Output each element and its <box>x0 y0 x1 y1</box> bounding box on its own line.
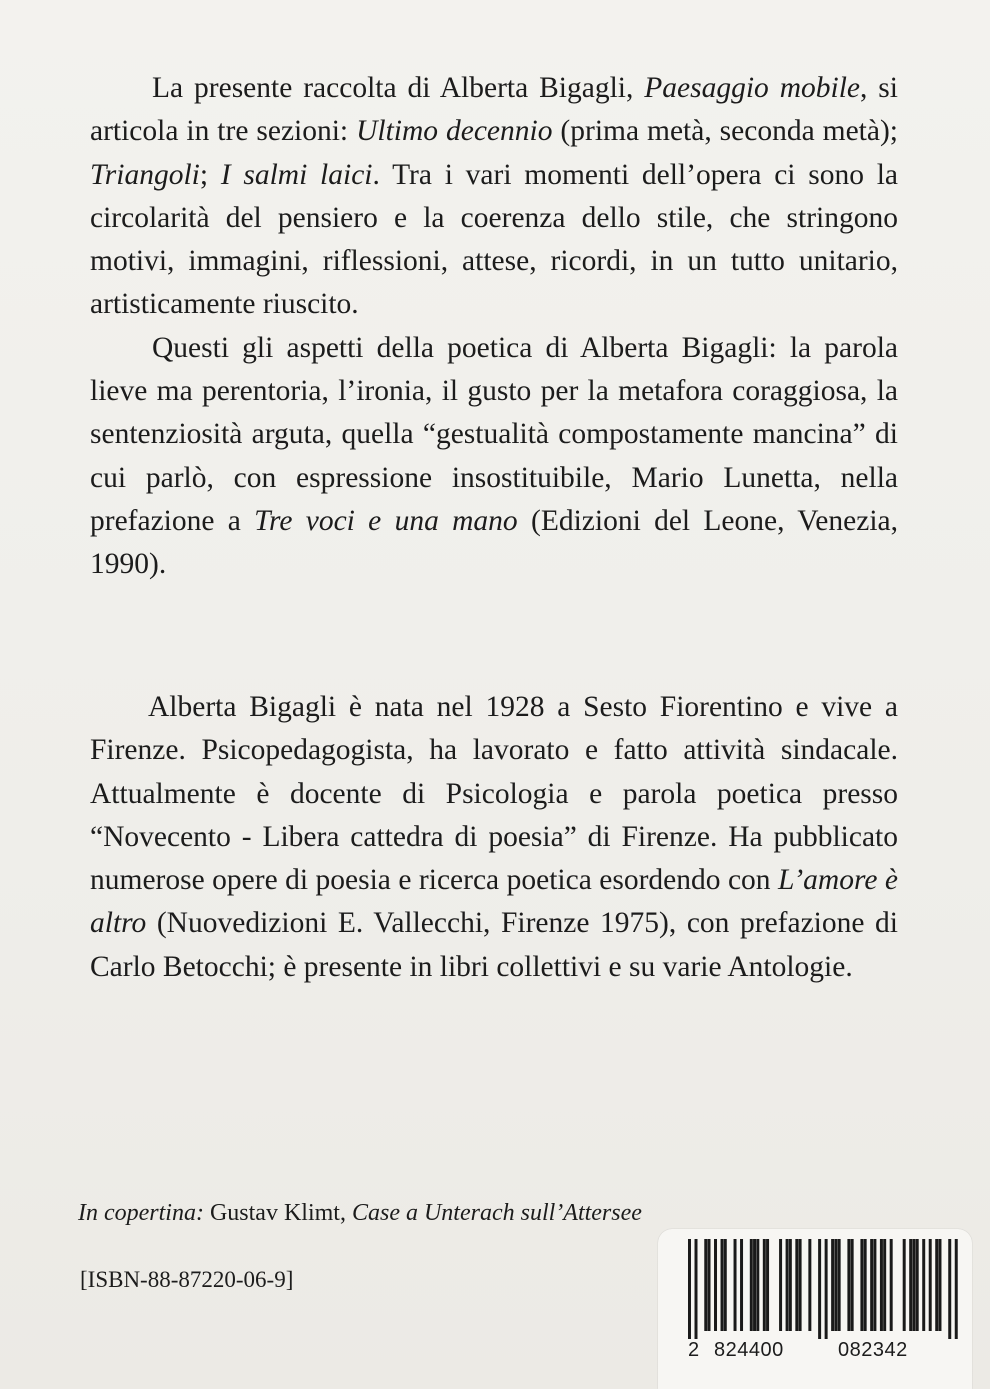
barcode-bar <box>750 1239 753 1331</box>
barcode-bar <box>834 1239 837 1331</box>
barcode-bar <box>851 1239 854 1331</box>
barcode-bar <box>873 1239 876 1331</box>
barcode-bar <box>789 1239 792 1331</box>
barcode-bar <box>831 1239 834 1331</box>
barcode-bar <box>704 1239 707 1331</box>
italic-title-text: L’amore è altro <box>90 864 899 940</box>
text-run: La presente raccolta di Alberta Bigagli, <box>152 72 645 104</box>
barcode-bar <box>955 1239 958 1339</box>
barcode-bar <box>714 1239 717 1331</box>
book-summary <box>90 67 898 587</box>
barcode-bar <box>740 1239 743 1331</box>
italic-title-text: Ultimo decennio <box>356 115 553 148</box>
barcode-bar <box>938 1239 941 1331</box>
barcode-bar <box>880 1239 883 1331</box>
italic-title-text: Triangoli <box>90 158 200 191</box>
barcode-bar <box>935 1239 938 1331</box>
barcode-bar <box>948 1239 951 1339</box>
barcode-bar <box>864 1239 867 1331</box>
text-run: . Tra i vari momenti dell’opera ci sono la circolarità del pensiero e la coerenza dello stile, che stringono motivi, immagini, riflessioni, attese, ricordi, in un tutto unitario, artisticamente riuscito. <box>90 158 898 321</box>
italic-title-text: Tre voci e una mano <box>254 504 518 537</box>
barcode-bar <box>909 1239 912 1331</box>
isbn: [ISBN-88-87220-06-9] <box>80 1267 294 1292</box>
barcode-bar <box>763 1239 766 1331</box>
cover-credit-work: Case a Unterach sull’Attersee <box>351 1200 642 1226</box>
text-run: (Edizioni del Leone, Venezia, 1990). <box>90 504 898 581</box>
author-biography <box>90 686 898 989</box>
barcode-digit-first: 2 <box>688 1339 700 1361</box>
barcode-bar <box>870 1239 873 1331</box>
cover-credit-artist: Gustav Klimt, <box>203 1200 352 1226</box>
text-run: , si articola in tre sezioni: <box>90 72 898 148</box>
barcode-bar <box>724 1239 727 1331</box>
italic-title-text: Paesaggio mobile <box>644 72 860 104</box>
barcode-bar <box>688 1239 691 1339</box>
text-run: (Nuovedizioni E. Vallecchi, Firenze 1975), con prefazione di Carlo Betocchi; è presente in libri collettivi e su varie Antologie. <box>90 907 898 983</box>
cover-credit-label: In copertina: <box>78 1200 204 1226</box>
summary-paragraph-2 <box>90 327 898 587</box>
barcode-bar <box>838 1239 841 1331</box>
barcode-bar <box>799 1239 802 1331</box>
barcode-bar <box>766 1239 769 1331</box>
barcode-bar <box>912 1239 915 1331</box>
text-run: Alberta Bigagli è nata nel 1928 a Sesto Fiorentino e vive a Firenze. Psicopedagogista, ha lavorato e fatto attività sindacale. Attualmente è docente di Psicologia e parola poetica presso “Novecento - Libera cattedra di poesia” di Firenze. Ha pubblicato numerose opere di poesia e ricerca poetica esordendo con <box>90 691 898 897</box>
text-run: ; <box>199 158 221 191</box>
cover-credit <box>78 1198 642 1228</box>
barcode-bar <box>929 1239 932 1331</box>
barcode-bar <box>916 1239 919 1331</box>
barcode-bar <box>922 1239 925 1331</box>
barcode-bar <box>847 1239 850 1331</box>
barcode-bar <box>721 1239 724 1331</box>
barcode-bar <box>903 1239 906 1331</box>
barcode-bar <box>860 1239 863 1331</box>
barcode-bar <box>695 1239 698 1339</box>
barcode-digits-right: 082342 <box>838 1339 908 1361</box>
biography-paragraph <box>90 686 898 989</box>
barcode-bar <box>708 1239 711 1331</box>
barcode-bar <box>890 1239 893 1331</box>
summary-paragraph-1 <box>90 67 898 327</box>
text-run: (prima metà, seconda metà); <box>552 115 898 148</box>
text-run: Questi gli aspetti della poetica di Alberta Bigagli: la parola lieve ma perentoria, l’ironia, il gusto per la metafora coraggiosa, la sentenziosità arguta, quella “gestualità compostamente mancina” di cui parlò, con espressione insostituibile, Mario Lunetta, nella prefazione a <box>90 331 898 537</box>
barcode-bar <box>756 1239 759 1331</box>
barcode-bar <box>818 1239 821 1339</box>
barcode-icon <box>688 1239 958 1339</box>
barcode-sticker <box>658 1229 972 1389</box>
barcode-bar <box>786 1239 789 1331</box>
barcode-digits-left: 824400 <box>714 1339 784 1361</box>
italic-title-text: I salmi laici <box>220 158 373 191</box>
barcode-bar <box>779 1239 782 1331</box>
barcode-bar <box>795 1239 798 1331</box>
barcode-bar <box>808 1239 811 1331</box>
barcode-bar <box>825 1239 828 1339</box>
barcode-bar <box>883 1239 886 1331</box>
barcode-bar <box>753 1239 756 1331</box>
barcode-bar <box>734 1239 737 1331</box>
